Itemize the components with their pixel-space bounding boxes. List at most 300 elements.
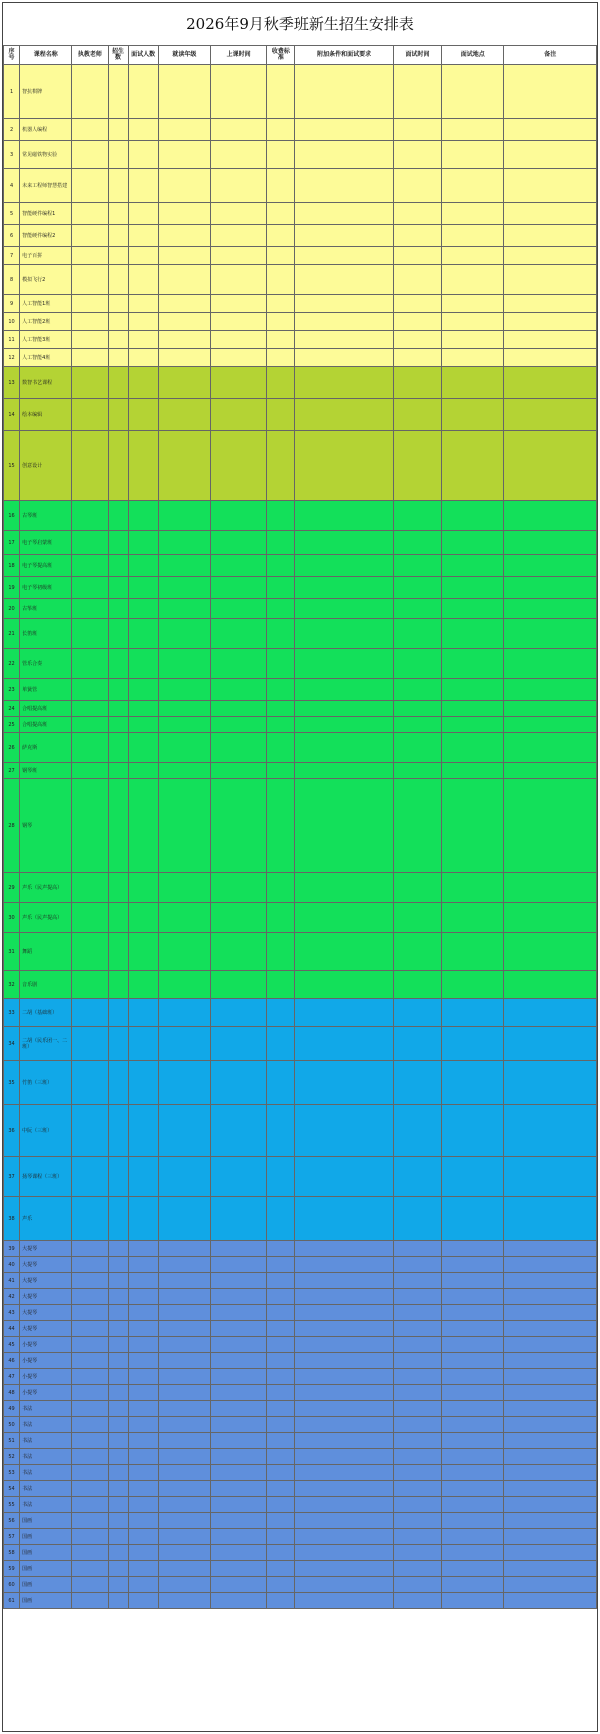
table-cell bbox=[267, 169, 295, 203]
table-cell bbox=[108, 1449, 128, 1465]
table-cell bbox=[393, 1577, 441, 1593]
table-cell bbox=[295, 367, 393, 399]
table-cell bbox=[295, 999, 393, 1027]
table-cell bbox=[504, 999, 597, 1027]
table-cell bbox=[72, 933, 108, 971]
table-cell bbox=[108, 399, 128, 431]
table-cell bbox=[128, 1497, 158, 1513]
table-cell bbox=[504, 1027, 597, 1061]
table-cell bbox=[210, 169, 266, 203]
row-number: 19 bbox=[4, 577, 20, 599]
table-cell bbox=[158, 555, 210, 577]
table-cell bbox=[295, 779, 393, 873]
table-cell bbox=[72, 1577, 108, 1593]
table-cell bbox=[393, 1561, 441, 1577]
table-cell bbox=[393, 1305, 441, 1321]
table-cell bbox=[442, 1545, 504, 1561]
table-cell bbox=[267, 1433, 295, 1449]
table-cell bbox=[210, 295, 266, 313]
table-cell bbox=[108, 1529, 128, 1545]
table-cell bbox=[108, 349, 128, 367]
table-row bbox=[4, 555, 597, 577]
table-cell bbox=[210, 1337, 266, 1353]
table-cell bbox=[72, 247, 108, 265]
table-cell bbox=[158, 1369, 210, 1385]
course-name: 古琴班 bbox=[20, 501, 72, 531]
table-cell bbox=[210, 1257, 266, 1273]
table-cell bbox=[442, 555, 504, 577]
table-cell bbox=[267, 1337, 295, 1353]
table-cell bbox=[108, 1369, 128, 1385]
course-name: 书法 bbox=[20, 1449, 72, 1465]
course-name: 单簧管 bbox=[20, 679, 72, 701]
table-row bbox=[4, 1433, 597, 1449]
table-cell bbox=[108, 1273, 128, 1289]
table-cell bbox=[72, 399, 108, 431]
table-cell bbox=[393, 1513, 441, 1529]
table-cell bbox=[128, 1577, 158, 1593]
table-cell bbox=[108, 577, 128, 599]
course-name: 声乐（民声提高） bbox=[20, 903, 72, 933]
course-name: 扬琴课程（三班） bbox=[20, 1157, 72, 1197]
course-name: 国画 bbox=[20, 1561, 72, 1577]
table-cell bbox=[504, 1289, 597, 1305]
table-cell bbox=[210, 763, 266, 779]
table-cell bbox=[158, 1289, 210, 1305]
table-cell bbox=[210, 1545, 266, 1561]
table-cell bbox=[72, 1545, 108, 1561]
table-cell bbox=[393, 65, 441, 119]
table-cell bbox=[295, 531, 393, 555]
course-name: 人工智能4班 bbox=[20, 349, 72, 367]
table-row bbox=[4, 1529, 597, 1545]
row-number: 35 bbox=[4, 1061, 20, 1105]
table-cell bbox=[393, 1449, 441, 1465]
row-number: 10 bbox=[4, 313, 20, 331]
table-cell bbox=[504, 295, 597, 313]
table-cell bbox=[504, 1385, 597, 1401]
table-cell bbox=[108, 1513, 128, 1529]
row-number: 14 bbox=[4, 399, 20, 431]
table-row bbox=[4, 999, 597, 1027]
table-cell bbox=[267, 971, 295, 999]
table-cell bbox=[128, 1513, 158, 1529]
table-row bbox=[4, 1561, 597, 1577]
table-cell bbox=[128, 1321, 158, 1337]
row-number: 28 bbox=[4, 779, 20, 873]
table-cell bbox=[158, 1401, 210, 1417]
table-cell bbox=[108, 1545, 128, 1561]
table-cell bbox=[128, 1305, 158, 1321]
table-cell bbox=[295, 431, 393, 501]
table-cell bbox=[158, 649, 210, 679]
row-number: 6 bbox=[4, 225, 20, 247]
table-cell bbox=[158, 1545, 210, 1561]
table-row bbox=[4, 1369, 597, 1385]
table-cell bbox=[128, 1433, 158, 1449]
course-name: 萨克斯 bbox=[20, 733, 72, 763]
column-header: 面试人数 bbox=[128, 46, 158, 65]
table-cell bbox=[72, 313, 108, 331]
table-cell bbox=[295, 1321, 393, 1337]
table-cell bbox=[210, 1105, 266, 1157]
row-number: 36 bbox=[4, 1105, 20, 1157]
table-cell bbox=[128, 1197, 158, 1241]
table-cell bbox=[158, 763, 210, 779]
table-cell bbox=[295, 1449, 393, 1465]
table-cell bbox=[210, 501, 266, 531]
table-cell bbox=[210, 1417, 266, 1433]
row-number: 12 bbox=[4, 349, 20, 367]
table-row bbox=[4, 203, 597, 225]
table-row bbox=[4, 247, 597, 265]
table-cell bbox=[393, 999, 441, 1027]
table-cell bbox=[295, 349, 393, 367]
row-number: 26 bbox=[4, 733, 20, 763]
row-number: 8 bbox=[4, 265, 20, 295]
table-cell bbox=[210, 247, 266, 265]
table-cell bbox=[108, 367, 128, 399]
table-cell bbox=[393, 501, 441, 531]
table-cell bbox=[442, 577, 504, 599]
table-cell bbox=[393, 295, 441, 313]
table-cell bbox=[158, 367, 210, 399]
course-name: 大提琴 bbox=[20, 1321, 72, 1337]
course-name: 书法 bbox=[20, 1481, 72, 1497]
table-cell bbox=[158, 141, 210, 169]
schedule-table bbox=[3, 45, 597, 1609]
table-cell bbox=[128, 1061, 158, 1105]
table-cell bbox=[442, 1385, 504, 1401]
table-cell bbox=[393, 431, 441, 501]
course-name: 大提琴 bbox=[20, 1289, 72, 1305]
table-cell bbox=[295, 679, 393, 701]
table-cell bbox=[393, 933, 441, 971]
table-cell bbox=[108, 1027, 128, 1061]
table-cell bbox=[393, 367, 441, 399]
table-cell bbox=[158, 679, 210, 701]
table-row bbox=[4, 873, 597, 903]
table-cell bbox=[295, 555, 393, 577]
table-cell bbox=[504, 649, 597, 679]
table-cell bbox=[128, 599, 158, 619]
table-cell bbox=[210, 1321, 266, 1337]
row-number: 42 bbox=[4, 1289, 20, 1305]
table-cell bbox=[267, 763, 295, 779]
table-row bbox=[4, 1289, 597, 1305]
table-cell bbox=[108, 679, 128, 701]
table-cell bbox=[72, 599, 108, 619]
row-number: 31 bbox=[4, 933, 20, 971]
table-cell bbox=[72, 717, 108, 733]
table-cell bbox=[393, 1593, 441, 1609]
row-number: 51 bbox=[4, 1433, 20, 1449]
table-cell bbox=[128, 649, 158, 679]
table-cell bbox=[108, 313, 128, 331]
table-cell bbox=[393, 1401, 441, 1417]
table-cell bbox=[267, 1561, 295, 1577]
table-cell bbox=[128, 247, 158, 265]
table-cell bbox=[295, 331, 393, 349]
table-cell bbox=[128, 501, 158, 531]
table-cell bbox=[267, 873, 295, 903]
table-cell bbox=[504, 933, 597, 971]
table-cell bbox=[504, 1337, 597, 1353]
table-cell bbox=[442, 431, 504, 501]
table-row bbox=[4, 225, 597, 247]
table-cell bbox=[210, 431, 266, 501]
table-cell bbox=[504, 779, 597, 873]
table-cell bbox=[210, 701, 266, 717]
row-number: 54 bbox=[4, 1481, 20, 1497]
table-cell bbox=[108, 763, 128, 779]
table-cell bbox=[393, 331, 441, 349]
table-cell bbox=[108, 555, 128, 577]
table-cell bbox=[210, 331, 266, 349]
table-cell bbox=[128, 331, 158, 349]
table-cell bbox=[504, 1513, 597, 1529]
table-row bbox=[4, 1481, 597, 1497]
table-cell bbox=[442, 1481, 504, 1497]
table-cell bbox=[267, 1105, 295, 1157]
table-cell bbox=[442, 1027, 504, 1061]
table-cell bbox=[442, 999, 504, 1027]
table-cell bbox=[295, 733, 393, 763]
table-cell bbox=[504, 1497, 597, 1513]
course-name: 大提琴 bbox=[20, 1241, 72, 1257]
table-cell bbox=[295, 313, 393, 331]
table-cell bbox=[210, 349, 266, 367]
table-cell bbox=[108, 1401, 128, 1417]
table-cell bbox=[267, 65, 295, 119]
table-cell bbox=[128, 903, 158, 933]
table-cell bbox=[210, 367, 266, 399]
table-cell bbox=[108, 1433, 128, 1449]
table-cell bbox=[267, 399, 295, 431]
table-cell bbox=[295, 1289, 393, 1305]
table-cell bbox=[210, 1401, 266, 1417]
table-cell bbox=[72, 431, 108, 501]
table-cell bbox=[442, 1353, 504, 1369]
course-name: 小提琴 bbox=[20, 1385, 72, 1401]
table-cell bbox=[158, 1273, 210, 1289]
table-cell bbox=[442, 933, 504, 971]
table-row bbox=[4, 1305, 597, 1321]
table-cell bbox=[504, 733, 597, 763]
table-cell bbox=[442, 763, 504, 779]
sheet-title: 2026年9月秋季班新生招生安排表 bbox=[3, 3, 597, 46]
table-cell bbox=[295, 141, 393, 169]
table-cell bbox=[295, 1513, 393, 1529]
table-cell bbox=[108, 295, 128, 313]
table-cell bbox=[72, 1105, 108, 1157]
row-number: 7 bbox=[4, 247, 20, 265]
table-cell bbox=[158, 619, 210, 649]
table-cell bbox=[72, 1241, 108, 1257]
table-cell bbox=[267, 295, 295, 313]
table-cell bbox=[210, 577, 266, 599]
table-cell bbox=[295, 265, 393, 295]
table-cell bbox=[393, 1385, 441, 1401]
table-cell bbox=[442, 1561, 504, 1577]
row-number: 52 bbox=[4, 1449, 20, 1465]
table-row bbox=[4, 1197, 597, 1241]
table-cell bbox=[108, 1105, 128, 1157]
row-number: 34 bbox=[4, 1027, 20, 1061]
table-cell bbox=[295, 701, 393, 717]
table-cell bbox=[128, 873, 158, 903]
table-cell bbox=[393, 119, 441, 141]
course-name: 大提琴 bbox=[20, 1273, 72, 1289]
table-cell bbox=[210, 1529, 266, 1545]
table-cell bbox=[504, 619, 597, 649]
table-cell bbox=[393, 679, 441, 701]
table-row bbox=[4, 141, 597, 169]
table-row bbox=[4, 1513, 597, 1529]
course-name: 人工智能1班 bbox=[20, 295, 72, 313]
table-cell bbox=[504, 119, 597, 141]
table-cell bbox=[72, 873, 108, 903]
table-cell bbox=[295, 1465, 393, 1481]
course-name: 国画 bbox=[20, 1529, 72, 1545]
table-cell bbox=[108, 1353, 128, 1369]
table-cell bbox=[128, 1561, 158, 1577]
table-cell bbox=[158, 225, 210, 247]
table-cell bbox=[295, 225, 393, 247]
row-number: 38 bbox=[4, 1197, 20, 1241]
course-name: 书法 bbox=[20, 1465, 72, 1481]
table-cell bbox=[393, 903, 441, 933]
table-cell bbox=[210, 1305, 266, 1321]
table-cell bbox=[158, 1353, 210, 1369]
table-cell bbox=[393, 779, 441, 873]
table-cell bbox=[158, 431, 210, 501]
table-cell bbox=[504, 247, 597, 265]
table-cell bbox=[504, 65, 597, 119]
table-cell bbox=[295, 1497, 393, 1513]
table-cell bbox=[128, 717, 158, 733]
table-cell bbox=[108, 1497, 128, 1513]
table-cell bbox=[295, 501, 393, 531]
table-row bbox=[4, 933, 597, 971]
table-cell bbox=[108, 431, 128, 501]
table-cell bbox=[295, 65, 393, 119]
table-cell bbox=[267, 1027, 295, 1061]
table-cell bbox=[108, 331, 128, 349]
row-number: 25 bbox=[4, 717, 20, 733]
table-cell bbox=[158, 265, 210, 295]
table-cell bbox=[504, 399, 597, 431]
table-cell bbox=[295, 599, 393, 619]
table-cell bbox=[504, 331, 597, 349]
row-number: 20 bbox=[4, 599, 20, 619]
table-cell bbox=[267, 1481, 295, 1497]
table-cell bbox=[393, 971, 441, 999]
table-cell bbox=[393, 349, 441, 367]
table-cell bbox=[108, 1321, 128, 1337]
table-cell bbox=[442, 531, 504, 555]
course-name: 智能硬件编程1 bbox=[20, 203, 72, 225]
table-cell bbox=[210, 1465, 266, 1481]
course-name: 钢琴 bbox=[20, 779, 72, 873]
table-cell bbox=[295, 247, 393, 265]
table-cell bbox=[72, 1027, 108, 1061]
table-cell bbox=[108, 1385, 128, 1401]
table-cell bbox=[267, 999, 295, 1027]
table-cell bbox=[72, 577, 108, 599]
course-name: 智抗棋牌 bbox=[20, 65, 72, 119]
row-number: 55 bbox=[4, 1497, 20, 1513]
row-number: 27 bbox=[4, 763, 20, 779]
table-cell bbox=[128, 1273, 158, 1289]
table-cell bbox=[72, 649, 108, 679]
table-cell bbox=[72, 331, 108, 349]
table-cell bbox=[442, 1577, 504, 1593]
table-cell bbox=[393, 1417, 441, 1433]
table-cell bbox=[210, 1369, 266, 1385]
table-cell bbox=[108, 169, 128, 203]
table-row bbox=[4, 1321, 597, 1337]
table-cell bbox=[158, 1061, 210, 1105]
table-cell bbox=[108, 1465, 128, 1481]
table-cell bbox=[158, 733, 210, 763]
table-cell bbox=[72, 1449, 108, 1465]
table-row bbox=[4, 331, 597, 349]
table-cell bbox=[442, 1497, 504, 1513]
table-row bbox=[4, 313, 597, 331]
table-cell bbox=[128, 1257, 158, 1273]
table-cell bbox=[393, 701, 441, 717]
table-cell bbox=[393, 873, 441, 903]
table-cell bbox=[128, 1241, 158, 1257]
table-cell bbox=[393, 1105, 441, 1157]
table-cell bbox=[442, 1417, 504, 1433]
table-cell bbox=[128, 295, 158, 313]
table-cell bbox=[442, 399, 504, 431]
table-cell bbox=[210, 999, 266, 1027]
course-name: 长笛班 bbox=[20, 619, 72, 649]
table-row bbox=[4, 1497, 597, 1513]
row-number: 4 bbox=[4, 169, 20, 203]
table-cell bbox=[295, 1369, 393, 1385]
table-cell bbox=[295, 1577, 393, 1593]
table-cell bbox=[393, 1545, 441, 1561]
table-cell bbox=[267, 903, 295, 933]
table-cell bbox=[267, 1401, 295, 1417]
table-cell bbox=[210, 873, 266, 903]
table-cell bbox=[267, 1385, 295, 1401]
row-number: 41 bbox=[4, 1273, 20, 1289]
row-number: 2 bbox=[4, 119, 20, 141]
row-number: 39 bbox=[4, 1241, 20, 1257]
table-cell bbox=[72, 141, 108, 169]
table-cell bbox=[128, 119, 158, 141]
table-cell bbox=[504, 1481, 597, 1497]
table-cell bbox=[108, 225, 128, 247]
table-cell bbox=[442, 1273, 504, 1289]
row-number: 18 bbox=[4, 555, 20, 577]
table-cell bbox=[158, 65, 210, 119]
table-cell bbox=[158, 717, 210, 733]
table-row bbox=[4, 1353, 597, 1369]
row-number: 49 bbox=[4, 1401, 20, 1417]
table-row bbox=[4, 763, 597, 779]
table-cell bbox=[128, 141, 158, 169]
table-cell bbox=[210, 1593, 266, 1609]
table-cell bbox=[393, 313, 441, 331]
table-cell bbox=[108, 649, 128, 679]
table-cell bbox=[504, 1369, 597, 1385]
